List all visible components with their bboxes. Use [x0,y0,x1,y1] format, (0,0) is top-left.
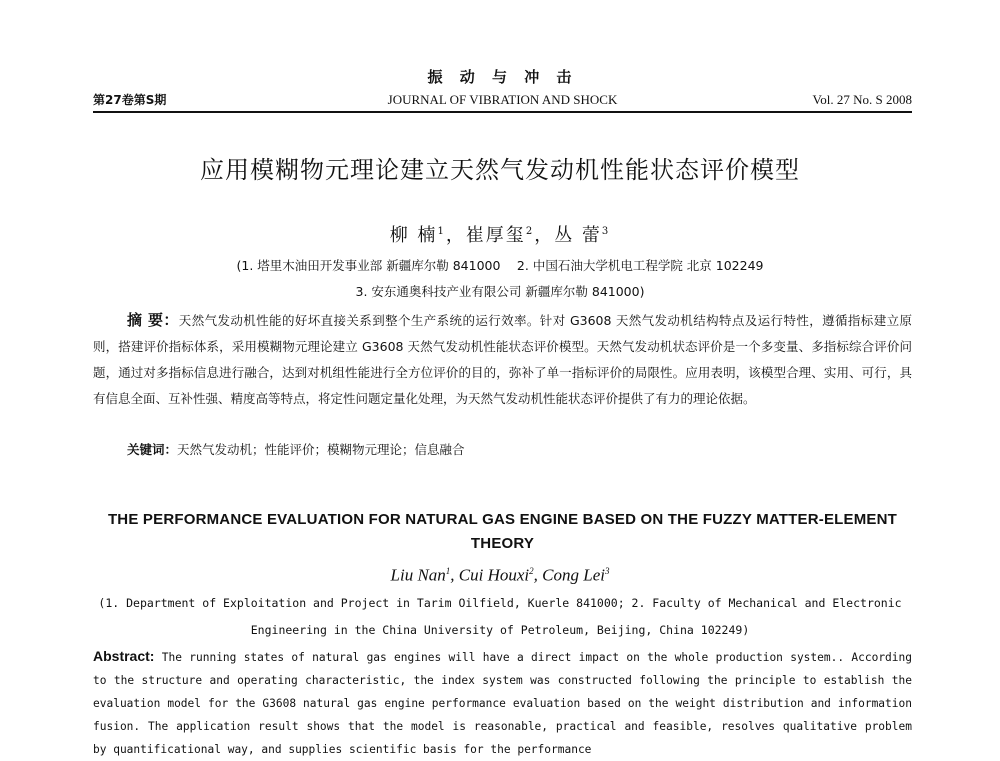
running-head-row [93,90,912,110]
affiliation-en-line: Engineering in the China University of Petroleum, Beijing, China 102249) [250,623,750,637]
author-separator: , [533,565,543,585]
paper-title-cn: 应用模糊物元理论建立天然气发动机性能状态评价模型 [200,156,800,184]
affiliation-cn-line: (1. 塔里木油田开发事业部 新疆库尔勒 841000 2. 中国石油大学机电工程学院 北京 102249 [236,258,764,273]
author-name: Cui Houxi [458,565,530,585]
author-affil-mark: 3 [604,566,610,576]
author-separator: ， [534,225,555,246]
abstract-en [93,645,912,761]
abstract-cn-label: 摘 要： [127,311,179,329]
abstract-cn-text: 天然气发动机性能的好坏直接关系到整个生产系统的运行效率。针对 G3608 天然气发动机结构特点及运行特性，遵循指标建立原则，搭建评价指标体系，采用模糊物元理论建立 G3608 天然气发动机性能状态评价模型。天然气发动机状态评价是一个多变量、多指标综合评价问题，通过对多指标信息进行融合，达到对机组性能进行全方位评价的目的，弥补了单一指标评价的局限性。应用表明，该模型合理、实用、可行，具有信息全面、互补性强、精度高等特点，将定性问题定量化处理，为天然气发动机性能状态评价提供了有力的理论依据。 [93,313,912,406]
author-affil-mark: 1 [445,566,451,576]
author-separator: , [450,565,459,585]
author-name: 柳 楠 [389,225,438,246]
authors-en [0,560,1000,587]
abstract-cn [93,307,912,412]
volume-issue-en: Vol. 27 No. S 2008 [812,92,912,107]
journal-name-cn: 振 动 与 冲 击 [427,68,578,86]
author-name: 崔厚玺 [465,225,526,246]
author-name: 丛 蕾 [554,225,602,246]
authors-cn [0,220,1000,248]
author-separator: ， [445,225,466,246]
author-affil-mark: 2 [525,226,535,237]
paper-title-en: THE PERFORMANCE EVALUATION FOR NATURAL GAS ENGINE BASED ON THE FUZZY MATTER-ELEMENT THEORY [107,511,898,552]
author-affil-mark: 3 [601,226,611,237]
author-name: Liu Nan [390,565,446,585]
abstract-en-label: Abstract: [93,648,155,664]
keywords-cn [127,438,465,462]
journal-name-en: JOURNAL OF VIBRATION AND SHOCK [387,92,618,107]
keywords-cn-label: 关键词： [127,442,178,457]
author-affil-mark: 1 [437,226,446,237]
author-name: Cong Lei [542,565,605,585]
volume-issue-cn: 第27卷第S期 [93,93,167,107]
header-rule [93,111,912,113]
affiliation-en-line: (1. Department of Exploitation and Project in Tarim Oilfield, Kuerle 841000; 2. Faculty of Mechanical and Electronic [98,596,902,610]
running-head [93,68,912,110]
affiliation-cn-line: 3. 安东通奥科技产业有限公司 新疆库尔勒 841000) [355,284,645,299]
abstract-en-text: The running states of natural gas engines will have a direct impact on the whole production system.. According to the structure and operating characteristic, the index system was constructed following the principle to establish the evaluation model for the G3608 natural gas engine performance evaluation based on the weight distribution and information fusion. The application result shows that the model is reasonable, practical and feasible, resolves qualitative problem by quantificational way, and supplies scientific basis for the performance [93,651,912,756]
author-affil-mark: 2 [529,566,534,576]
keywords-cn-text: 天然气发动机；性能评价；模糊物元理论；信息融合 [177,442,465,457]
